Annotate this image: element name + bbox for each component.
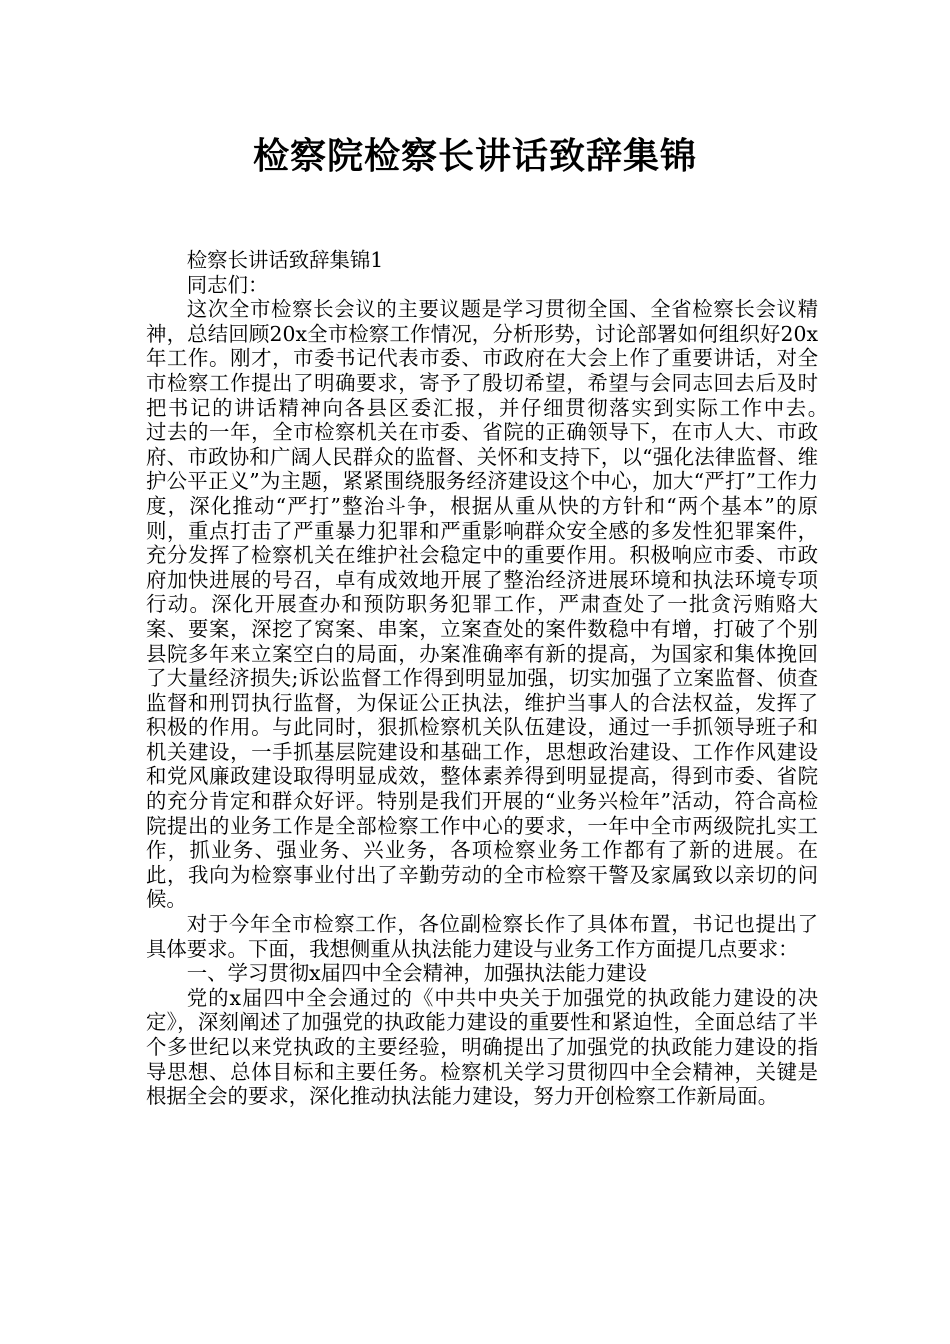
section-heading-1: 一、学习贯彻x届四中全会精神，加强执法能力建设: [186, 961, 647, 986]
paragraph-1: 这次全市检察长会议的主要议题是学习贯彻全国、全省检察长会议精神，总结回顾20x全市检察工作情况，分析形势，讨论部署如何组织好20x年工作。刚才，市委书记代表市委、市政府在大会上作了重要讲话，对全市检察工作提出了明确要求，寄予了殷切希望，希望与会同志回去后及时把书记的讲话精神向各县区委汇报，并仔细贯彻落实到实际工作中去。 过去的一年，全市检察机关在市委、省院的正确领导下，在市人大、市政府、市政协和广阔人民群众的监督、关怀和支持下，以“强化法律监督、维护公平正义”为主题，紧紧围绕服务经济建设这个中心，加大“严打”工作力度，深化推动“严打”整治斗争，根据从重从快的方针和“两个基本”的原则，重点打击了严重暴力犯罪和严重影响群众安全感的多发性犯罪案件，充分发挥了检察机关在维护社会稳定中的重要作用。积极响应市委、市政府加快进展的号召，卓有成效地开展了整治经济进展环境和执法环境专项行动。深化开展查办和预防职务犯罪工作，严肃查处了一批贪污贿赂大案、要案，深挖了窝案、串案，立案查处的案件数稳中有增，打破了个别县院多年来立案空白的局面，办案准确率有新的提高，为国家和集体挽回了大量经济损失;诉讼监督工作得到明显加强，切实加强了立案监督、侦查监督和刑罚执行监督，为保证公正执法，维护当事人的合法权益，发挥了积极的作用。与此同时，狠抓检察机关队伍建设，通过一手抓领导班子和机关建设，一手抓基层院建设和基础工作，思想政治建设、工作作风建设和党风廉政建设取得明显成效，整体素养得到明显提高，得到市委、省院的充分肯定和群众好评。特别是我们开展的“业务兴检年”活动，符合高检院提出的业务工作是全部检察工作中心的要求，一年中全市两级院扎实工作，抓业务、强业务、兴业务，各项检察业务工作都有了新的进展。在此，我向为检察事业付出了辛勤劳动的全市检察干警及家属致以亲切的问候。: [146, 297, 859, 912]
document-body: [146, 248, 859, 1109]
paragraph-2: 对于今年全市检察工作，各位副检察长作了具体布置，书记也提出了具体要求。下面，我想侧重从执法能力建设与业务工作方面提几点要求：: [146, 912, 818, 961]
section-subtitle: 检察长讲话致辞集锦1: [186, 248, 384, 272]
salutation: 同志们：: [186, 272, 269, 297]
paragraph-3: 党的x届四中全会通过的《中共中央关于加强党的执政能力建设的决定》，深刻阐述了加强党的执政能力建设的重要性和紧迫性，全面总结了半个多世纪以来党执政的主要经验，明确提出了加强党的执政能力建设的指导思想、总体目标和主要任务。检察机关学习贯彻四中全会精神，关键是根据全会的要求，深化推动执法能力建设，努力开创检察工作新局面。: [146, 985, 818, 1109]
document-title: 检察院检察长讲话致辞集锦: [252, 136, 697, 177]
